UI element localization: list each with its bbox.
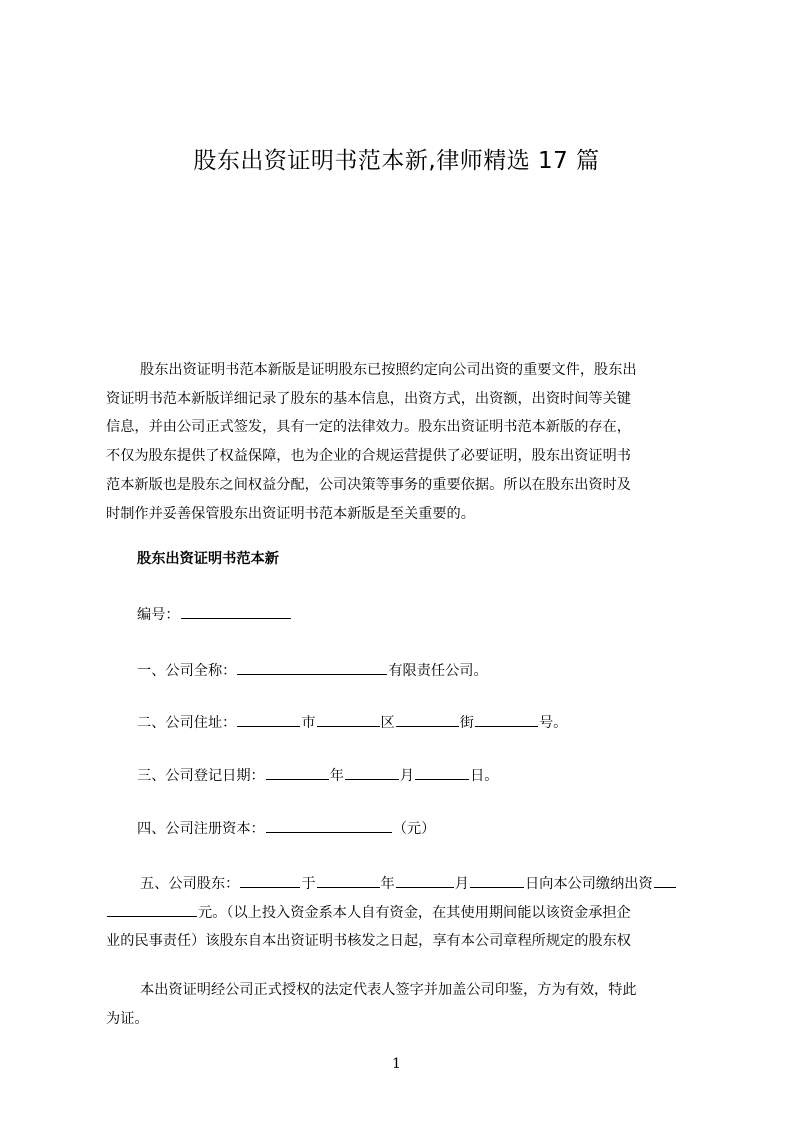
day-blank[interactable] (415, 767, 469, 780)
item1-suffix: 有限责任公司。 (388, 663, 488, 679)
closing-line: 本出资证明经公司正式授权的法定代表人签字并加盖公司印鉴，方为有效，特此 (140, 982, 637, 998)
item4-label: 四、公司注册资本： (137, 821, 265, 837)
page-number: 1 (392, 1056, 401, 1072)
number-label: 号。 (538, 715, 568, 731)
closing-line: 为证。 (106, 1010, 149, 1027)
intro-line: 范本新版也是股东之间权益分配，公司决策等事务的重要依据。所以在股东出资时及 (106, 476, 631, 493)
serial-blank[interactable] (181, 606, 291, 619)
pay-year-label: 年 (380, 876, 395, 892)
item3-label: 三、公司登记日期： (137, 768, 265, 784)
pay-year-blank[interactable] (317, 875, 380, 888)
at-label: 于 (301, 876, 316, 892)
street-label: 街 (459, 715, 474, 731)
year-blank[interactable] (266, 767, 329, 780)
capital-unit: （元） (392, 821, 436, 837)
street-blank[interactable] (396, 714, 459, 727)
district-blank[interactable] (317, 714, 380, 727)
company-name-blank[interactable] (237, 662, 387, 675)
capital-blank[interactable] (266, 820, 392, 833)
closing-paragraph (106, 976, 702, 1033)
item1-label: 一、公司全称： (137, 663, 237, 679)
shareholder-name-blank[interactable] (240, 875, 300, 888)
intro-line: 信息，并由公司正式签发，具有一定的法律效力。股东出资证明书范本新版的存在， (106, 419, 631, 436)
shareholder-text-2: 元。（以上投入资金系本人自有资金，在其使用期间能以该资金承担企 (198, 904, 631, 921)
item2-label: 二、公司住址： (137, 715, 237, 731)
district-label: 区 (380, 715, 395, 731)
shareholder-line-2 (106, 899, 702, 928)
shareholder-line-1 (106, 870, 702, 899)
month-blank[interactable] (345, 767, 399, 780)
day-label: 日。 (470, 768, 499, 784)
year-label: 年 (329, 768, 344, 784)
shareholder-line-3: 业的民事责任）该股东自本出资证明书核发之日起，享有本公司章程所规定的股东权 (106, 933, 631, 950)
pay-day-text: 日向本公司缴纳出资 (524, 876, 653, 892)
intro-line: 资证明书范本新版详细记录了股东的基本信息，出资方式，出资额，出资时间等关键 (106, 390, 631, 407)
registered-capital-field (137, 818, 435, 838)
pay-month-blank[interactable] (396, 875, 454, 888)
company-name-field (137, 660, 488, 680)
serial-number-field (137, 604, 292, 624)
section-heading: 股东出资证明书范本新 (137, 551, 279, 567)
document-title: 股东出资证明书范本新,律师精选 17 篇 (193, 148, 600, 174)
intro-line: 不仅为股东提供了权益保障，也为企业的合规运营提供了必要证明，股东出资证明书 (106, 448, 631, 465)
company-address-field (137, 712, 567, 732)
serial-label: 编号： (137, 607, 180, 623)
pay-month-label: 月 (454, 876, 469, 892)
item5-label: 五、公司股东： (140, 876, 240, 892)
month-label: 月 (399, 768, 415, 784)
amount-blank-end[interactable] (107, 904, 197, 917)
intro-paragraph (106, 356, 702, 528)
city-blank[interactable] (237, 714, 300, 727)
registration-date-field (137, 765, 499, 785)
city-label: 市 (301, 715, 316, 731)
pay-day-blank[interactable] (470, 875, 524, 888)
intro-line: 时制作并妥善保管股东出资证明书范本新版是至关重要的。 (106, 505, 475, 522)
shareholder-paragraph (106, 870, 702, 956)
number-blank[interactable] (475, 714, 538, 727)
amount-blank-start[interactable] (654, 875, 676, 888)
intro-line: 股东出资证明书范本新版是证明股东已按照约定向公司出资的重要文件，股东出 (140, 362, 637, 378)
